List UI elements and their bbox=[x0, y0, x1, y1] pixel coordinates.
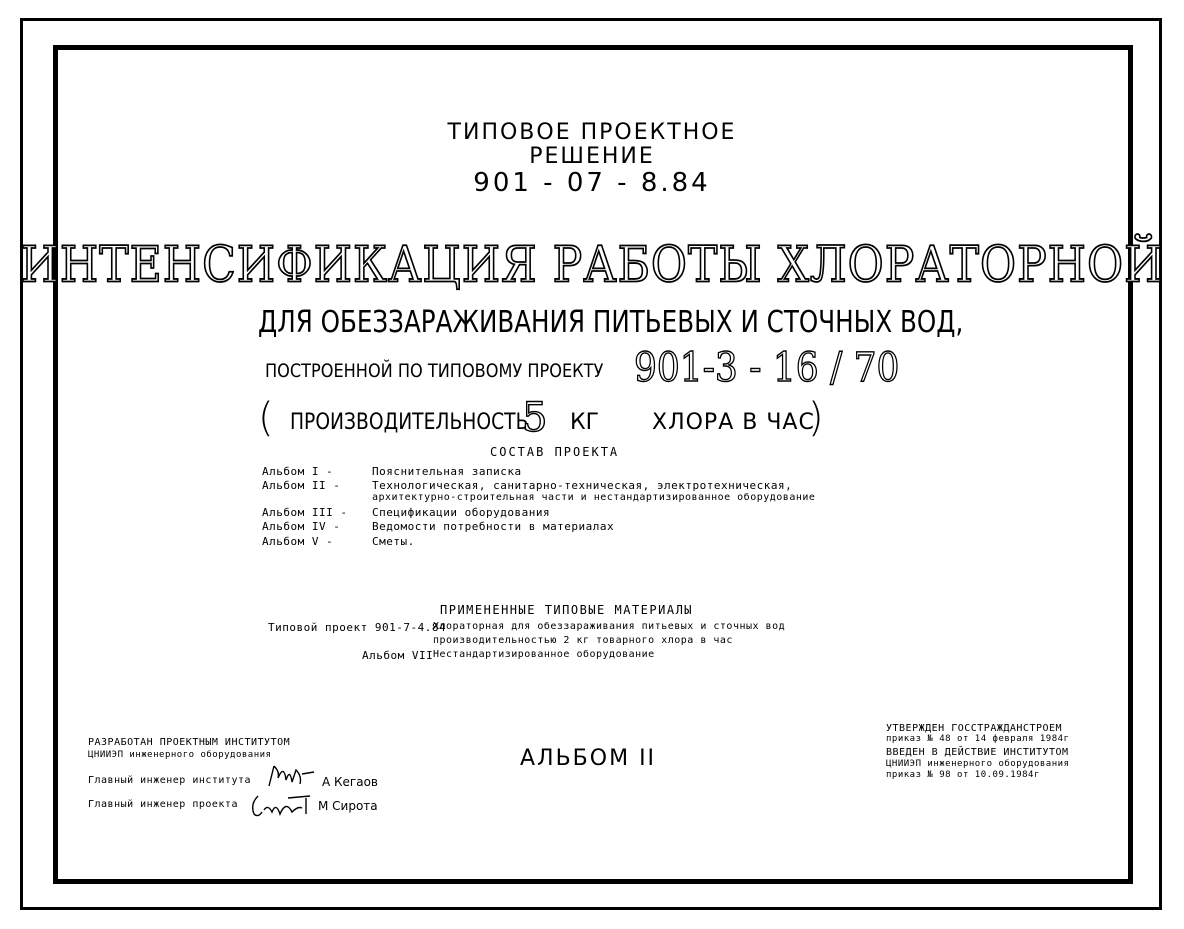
album-label-5: Альбом V - bbox=[262, 535, 334, 548]
approval-line-5: приказ № 98 от 10.09.1984г bbox=[886, 770, 1040, 780]
album-text-4: Ведомости потребности в материалах bbox=[372, 520, 615, 533]
applied-project-label: Типовой проект 901-7-4.84 bbox=[268, 621, 447, 634]
signature-mark-2 bbox=[248, 790, 316, 820]
header-line-1: ТИПОВОЕ ПРОЕКТНОЕ bbox=[447, 120, 737, 145]
main-title: ИНТЕНСИФИКАЦИЯ РАБОТЫ ХЛОРАТОРНОЙ bbox=[20, 236, 1164, 294]
composition-heading: СОСТАВ ПРОЕКТА bbox=[490, 445, 620, 459]
applied-album-desc: Нестандартизированное оборудование bbox=[433, 649, 655, 660]
album-label-3: Альбом III - bbox=[262, 506, 348, 519]
approval-line-4: ЦНИИЭП инженерного оборудования bbox=[886, 759, 1070, 769]
album-label-2: Альбом II - bbox=[262, 479, 341, 492]
applied-materials-heading: ПРИМЕНЕННЫЕ ТИПОВЫЕ МАТЕРИАЛЫ bbox=[440, 603, 694, 617]
chief-engineer-name: А Кегаов bbox=[322, 775, 378, 789]
subtitle-base-project-number: 901-3 - 16 / 70 bbox=[634, 345, 900, 391]
approval-line-3: ВВЕДЕН В ДЕЙСТВИЕ ИНСТИТУТОМ bbox=[886, 747, 1069, 758]
approval-line-2: приказ № 48 от 14 февраля 1984г bbox=[886, 734, 1070, 744]
approval-line-1: УТВЕРЖДЕН ГОССТРАЖДАНСТРОЕМ bbox=[886, 723, 1063, 734]
subtitle-base-project-label: ПОСТРОЕННОЙ ПО ТИПОВОМУ ПРОЕКТУ bbox=[265, 360, 604, 382]
project-engineer-signature bbox=[248, 790, 316, 825]
project-code: 901 - 07 - 8.84 bbox=[473, 168, 711, 198]
capacity-close-paren: ) bbox=[808, 395, 824, 441]
album-text-3: Спецификации оборудования bbox=[372, 506, 551, 519]
album-text-5: Сметы. bbox=[372, 535, 415, 548]
chief-engineer-label: Главный инженер института bbox=[88, 775, 252, 786]
capacity-open-paren: ( bbox=[258, 395, 274, 441]
developer-line-1: РАЗРАБОТАН ПРОЕКТНЫМ ИНСТИТУТОМ bbox=[88, 737, 291, 748]
album-number: АЛЬБОМ II bbox=[520, 746, 657, 771]
project-engineer-name: М Сирота bbox=[318, 799, 378, 813]
applied-project-desc-2: производительностью 2 кг товарного хлора в час bbox=[433, 635, 733, 646]
header-line-2: РЕШЕНИЕ bbox=[529, 144, 655, 169]
project-engineer-label: Главный инженер проекта bbox=[88, 799, 238, 810]
capacity-value: 5 bbox=[522, 395, 548, 441]
capacity-unit: КГ bbox=[570, 410, 600, 435]
applied-album-label: Альбом VII bbox=[362, 649, 434, 662]
applied-project-desc-1: Хлораторная для обеззараживания питьевых и сточных вод bbox=[433, 621, 786, 632]
album-label-4: Альбом IV - bbox=[262, 520, 341, 533]
album-label-1: Альбом I - bbox=[262, 465, 334, 478]
album-text-2b: архитектурно-строительная части и нестандартизированное оборудование bbox=[372, 492, 816, 503]
capacity-label: ПРОИЗВОДИТЕЛЬНОСТЬ bbox=[290, 410, 529, 435]
album-text-1: Пояснительная записка bbox=[372, 465, 522, 478]
subtitle-purpose: ДЛЯ ОБЕЗЗАРАЖИВАНИЯ ПИТЬЕВЫХ И СТОЧНЫХ ВОД, bbox=[258, 305, 964, 340]
capacity-chlorine: ХЛОРА В ЧАС bbox=[652, 410, 815, 435]
signature-mark-1 bbox=[266, 760, 318, 790]
album-text-2: Технологическая, санитарно-техническая, электротехническая, bbox=[372, 479, 793, 492]
developer-line-2: ЦНИИЭП инженерного оборудования bbox=[88, 750, 272, 760]
